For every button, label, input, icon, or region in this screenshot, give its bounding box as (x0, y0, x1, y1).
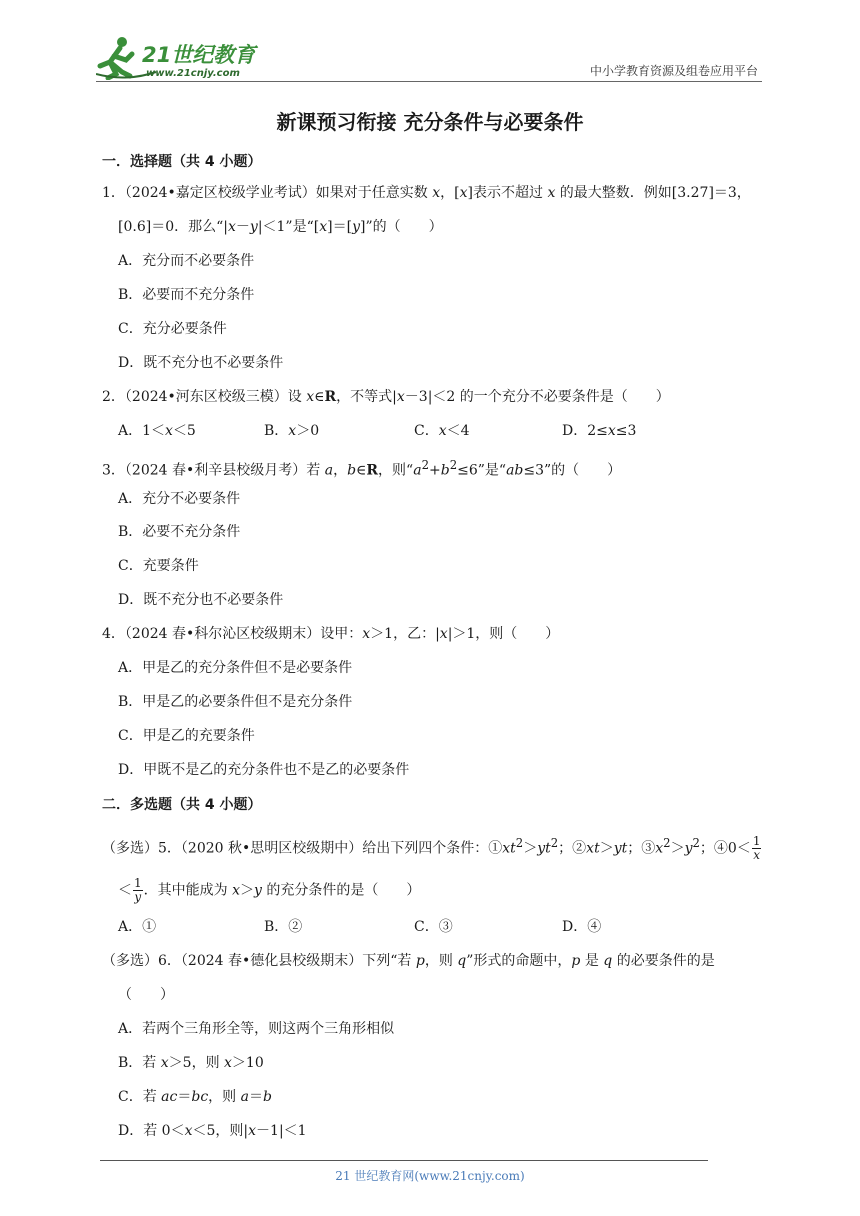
logo-text: 21世纪教育 (142, 43, 256, 67)
q5-option-c[interactable]: C．③ (414, 919, 453, 935)
section-heading-choice: 一．选择题（共 4 小题） (102, 154, 262, 170)
q3-option-d[interactable]: D．既不充分也不必要条件 (118, 592, 284, 608)
q6-option-a[interactable]: A．若两个三角形全等，则这两个三角形相似 (118, 1021, 395, 1037)
q2-option-a[interactable]: A．1＜x＜5 (118, 423, 196, 439)
logo (96, 36, 266, 80)
q5-option-b[interactable]: B．② (264, 919, 303, 935)
q1-option-b[interactable]: B．必要而不充分条件 (118, 287, 255, 303)
q3-option-c[interactable]: C．充要条件 (118, 558, 199, 574)
q1-option-a[interactable]: A．充分而不必要条件 (118, 253, 255, 269)
q4-option-a[interactable]: A．甲是乙的充分条件但不是必要条件 (118, 660, 353, 676)
q6-option-d[interactable]: D．若 0＜x＜5，则|x－1|＜1 (118, 1123, 307, 1139)
question-2-line-1: 2．（2024•河东区校级三模）设 x∈R，不等式|x－3|＜2 的一个充分不必要条件是（ ） (102, 389, 670, 405)
q3-option-a[interactable]: A．充分不必要条件 (118, 491, 241, 507)
q4-option-b[interactable]: B．甲是乙的必要条件但不是充分条件 (118, 694, 353, 710)
page-header (96, 36, 762, 82)
question-1-line-1: 1．（2024•嘉定区校级学业考试）如果对于任意实数 x，[x]表示不超过 x 的最大整数．例如[3.27]＝3， (102, 185, 751, 201)
q4-option-d[interactable]: D．甲既不是乙的充分条件也不是乙的必要条件 (118, 762, 410, 778)
section-heading-multi: 二．多选题（共 4 小题） (102, 797, 262, 813)
page-title: 新课预习衔接 充分条件与必要条件 (276, 110, 584, 134)
question-1-line-2: [0.6]＝0．那么“|x－y|＜1”是“[x]＝[y]”的（ ） (118, 219, 443, 235)
question-6-line-2: （ ） (118, 987, 174, 1003)
q2-option-c[interactable]: C．x＜4 (414, 423, 470, 439)
logo-url: www.21cnjy.com (146, 68, 240, 79)
question-3-line-1: 3．（2024 春•利辛县校级月考）若 a，b∈R，则“$a^2+b^2\le 6$”是“ab≤3”的（ ） (102, 458, 622, 479)
q5-option-a[interactable]: A．① (118, 919, 157, 935)
footer-link[interactable]: 21 世纪教育网(www.21cnjy.com) (335, 1169, 525, 1183)
q5-option-d[interactable]: D．④ (562, 919, 602, 935)
question-4-line-1: 4．（2024 春•科尔沁区校级期末）设甲：x＞1，乙：|x|＞1，则（ ） (102, 626, 560, 642)
q6-option-b[interactable]: B．若 x＞5，则 x＞10 (118, 1055, 264, 1071)
header-divider (96, 81, 762, 82)
fraction-1-over-x: $\frac{1}{x}$ (752, 834, 761, 863)
q2-option-b[interactable]: B．x＞0 (264, 423, 320, 439)
q2-option-d[interactable]: D．2≤x≤3 (562, 423, 637, 439)
header-platform-text: 中小学教育资源及组卷应用平台 (589, 64, 758, 78)
q1-option-d[interactable]: D．既不充分也不必要条件 (118, 355, 284, 371)
footer-divider (100, 1160, 708, 1161)
question-5-line-2: ＜ $\frac{1}{y}$ ．其中能成为 x＞y 的充分条件的是（ ） (118, 876, 421, 904)
fraction-1-over-y: $\frac{1}{y}$ (134, 876, 142, 904)
question-5-line-1: （多选）5．（2020 秋•思明区校级期中）给出下列四个条件：$①xt^2>yt^2$；②xt＞yt；$③x^2>y^2$；④0＜ $\frac{1}{x}$ (102, 834, 761, 863)
q6-option-c[interactable]: C．若 ac＝bc，则 a＝b (118, 1089, 272, 1105)
question-6-line-1: （多选）6．（2024 春•德化县校级期末）下列“若 p，则 q”形式的命题中，p 是 q 的必要条件的是 (102, 953, 715, 969)
q3-option-b[interactable]: B．必要不充分条件 (118, 524, 241, 540)
q4-option-c[interactable]: C．甲是乙的充要条件 (118, 728, 255, 744)
q1-option-c[interactable]: C．充分必要条件 (118, 321, 227, 337)
